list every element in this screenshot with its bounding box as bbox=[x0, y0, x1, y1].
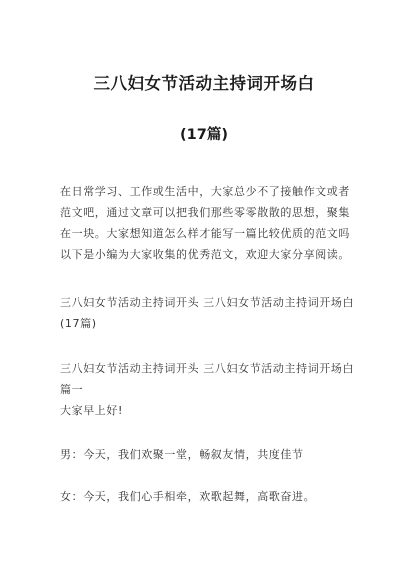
female-host-line bbox=[60, 486, 360, 507]
section-label-line: 篇一 bbox=[60, 383, 84, 396]
intro-line: 以下是小编为大家收集的优秀范文，欢迎大家分享阅读。 bbox=[60, 248, 350, 261]
greeting-line: 大家早上好! bbox=[60, 404, 124, 417]
section-heading-2 bbox=[60, 358, 360, 421]
section-heading-line: 三八妇女节活动主持词开头 三八妇女节活动主持词开场白 bbox=[60, 362, 355, 375]
document-subtitle: (17篇) bbox=[180, 127, 228, 143]
female-host-text: 女：今天，我们心手相牵，欢歌起舞，高歌奋进。 bbox=[60, 490, 316, 503]
intro-line: 范文吧，通过文章可以把我们那些零零散散的思想，聚集 bbox=[60, 206, 350, 219]
section-heading-1 bbox=[60, 292, 360, 334]
section-heading-line: 三八妇女节活动主持词开头 三八妇女节活动主持词开场白 bbox=[60, 296, 355, 309]
male-host-text: 男：今天，我们欢聚一堂，畅叙友情，共度佳节 bbox=[60, 448, 304, 461]
intro-paragraph bbox=[60, 181, 360, 265]
section-heading-line: (17篇) bbox=[60, 317, 97, 330]
intro-line: 在一块。大家想知道怎么样才能写一篇比较优质的范文吗 bbox=[60, 227, 350, 240]
intro-line: 在日常学习、工作或生活中，大家总少不了接触作文或者 bbox=[60, 185, 350, 198]
document-title: 三八妇女节活动主持词开场白 bbox=[93, 74, 315, 93]
male-host-line bbox=[60, 444, 360, 465]
